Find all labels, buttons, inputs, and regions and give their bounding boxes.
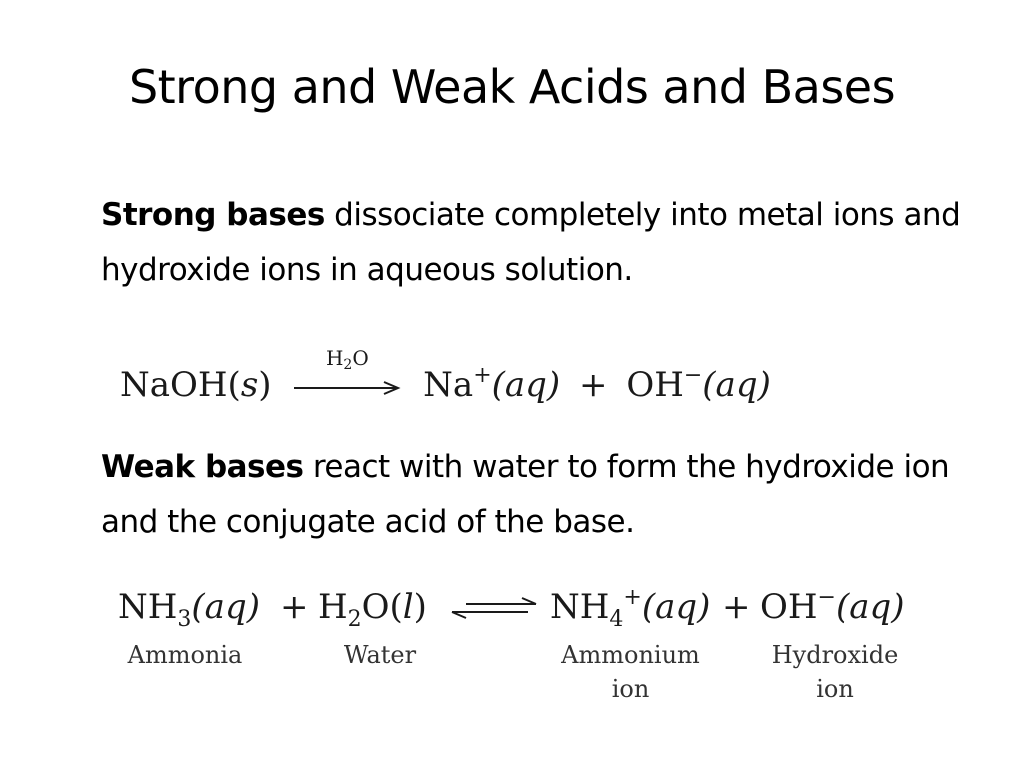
label-water: Water [343,641,417,669]
plus-sign: + [579,365,608,405]
strong-bases-text: dissociate completely into metal ions and hydroxide ions in aqueous solution. [101,197,961,288]
weak-bases-term: Weak bases [101,449,304,485]
naoh-dissociation-equation [120,346,771,405]
water-species: $H_2O(l)$ [318,587,427,632]
sodium-ion: Na+(aq) [423,363,561,405]
ammonium-species: $NH_4^+(aq)$ [550,585,711,632]
weak-bases-text: react with water to form the hydroxide ion and the conjugate acid of the base. [101,449,950,540]
label-hydroxide: Hydroxide ion [771,641,899,703]
label-ammonium: Ammonium ion [561,641,700,703]
strong-bases-paragraph [101,188,981,298]
ammonia-species: $NH_3(aq)$ [118,587,260,632]
arrow-label-water: $H_2O$ [325,346,369,373]
strong-bases-term: Strong bases [101,197,325,233]
plus-sign-2: + [722,587,751,627]
hydroxide-species: OH−(aq) [760,585,905,627]
equilibrium-arrow-icon [448,596,540,620]
hydroxide-ion: OH−(aq) [626,363,771,405]
weak-bases-paragraph [101,440,981,550]
label-ammonia: Ammonia [127,641,243,669]
slide-title: Strong and Weak Acids and Bases [128,60,896,114]
reaction-arrow [292,346,402,404]
plus-sign-1: + [280,587,309,627]
right-arrow-icon [292,380,402,396]
naoh-reactant: NaOH(s) [120,365,272,405]
